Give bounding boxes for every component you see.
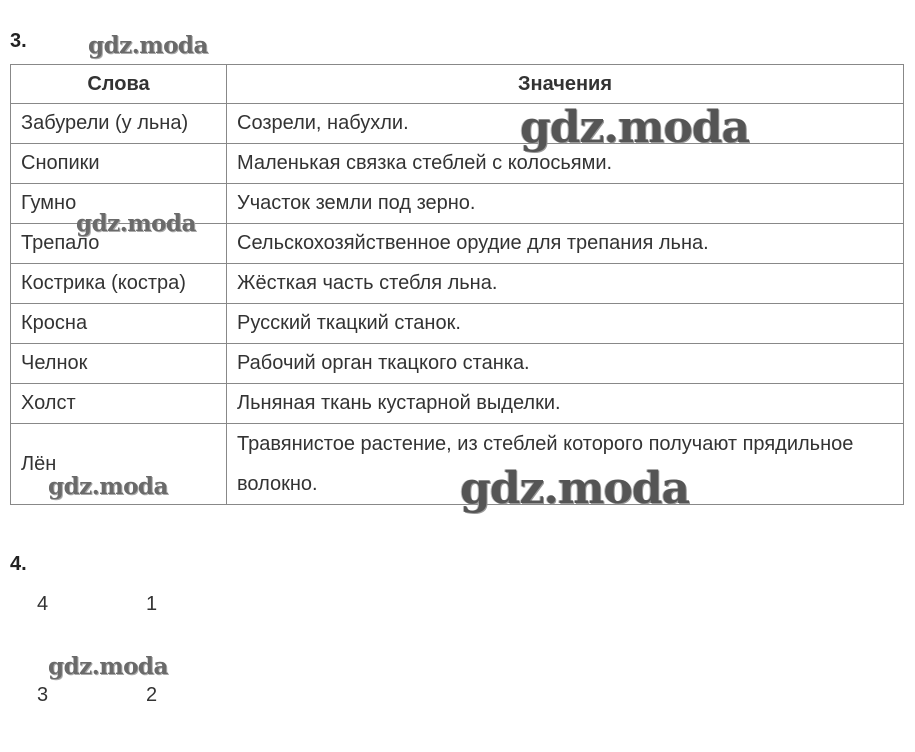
table-row	[11, 264, 904, 304]
task-4-number: 4.	[10, 553, 27, 575]
word-cell: Кострика (костра)	[11, 264, 227, 304]
word-cell: Снопики	[11, 144, 227, 184]
number-2: 2	[146, 684, 158, 706]
table-row	[11, 144, 904, 184]
watermark: gdz.moda	[520, 102, 750, 153]
table-row	[11, 384, 904, 424]
watermark: gdz.moda	[76, 210, 196, 237]
table-row	[11, 344, 904, 384]
meaning-cell: Льняная ткань кустарной выделки.	[227, 384, 904, 424]
meaning-cell: Сельскохозяйственное орудие для трепания льна.	[227, 224, 904, 264]
meaning-cell: Участок земли под зерно.	[227, 184, 904, 224]
words-meanings-table	[10, 64, 904, 505]
meaning-cell: Русский ткацкий станок.	[227, 304, 904, 344]
number-4: 4	[37, 593, 49, 615]
number-1: 1	[146, 593, 158, 615]
number-3: 3	[37, 684, 49, 706]
word-cell: Челнок	[11, 344, 227, 384]
word-cell: Трепало	[11, 224, 227, 264]
word-cell: Холст	[11, 384, 227, 424]
table-header-row	[11, 65, 904, 104]
column-header-words: Слова	[11, 65, 227, 104]
word-cell: Забурели (у льна)	[11, 104, 227, 144]
table-row	[11, 104, 904, 144]
meaning-cell: Жёсткая часть стебля льна.	[227, 264, 904, 304]
word-cell: Гумно	[11, 184, 227, 224]
meaning-cell: Рабочий орган ткацкого станка.	[227, 344, 904, 384]
meaning-cell: Маленькая связка стеблей с колосьями.	[227, 144, 904, 184]
watermark: gdz.moda	[48, 473, 168, 500]
table-row	[11, 304, 904, 344]
meaning-cell: Травянистое растение, из стеблей которого получают прядильное волокно.	[227, 424, 904, 505]
meaning-cell: Созрели, набухли.	[227, 104, 904, 144]
watermark: gdz.moda	[48, 653, 168, 680]
column-header-meanings: Значения	[227, 65, 904, 104]
watermark: gdz.moda	[460, 463, 690, 514]
word-cell: Кросна	[11, 304, 227, 344]
word-cell: Лён	[11, 424, 227, 505]
task-3-number: 3.	[10, 30, 27, 52]
watermark: gdz.moda	[88, 32, 208, 59]
